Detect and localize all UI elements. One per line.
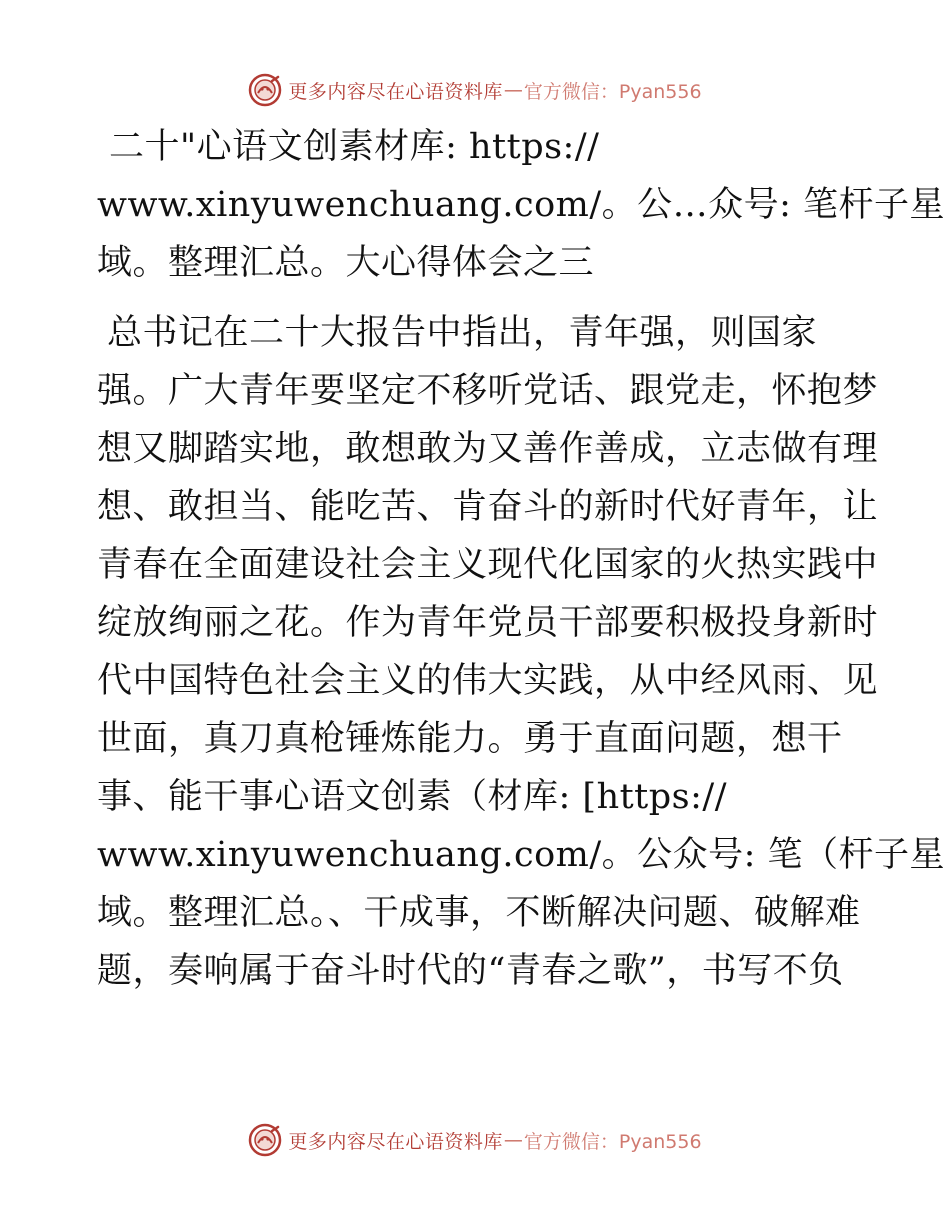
banner-separator: —	[503, 1129, 523, 1151]
mascot-icon	[248, 1123, 282, 1157]
banner-contact: 官方微信：Pyan556	[523, 80, 702, 103]
paragraph-2	[97, 304, 946, 1000]
text-line: 强。广大青年要坚定不移听党话、跟党走，怀抱梦	[97, 371, 879, 411]
text-line: 事、能干事心语文创素（材库: [https://	[97, 777, 727, 817]
text-line: 总书记在二十大报告中指出，青年强，则国家	[107, 313, 818, 353]
banner-separator: —	[503, 79, 523, 101]
text-line: 想又脚踏实地，敢想敢为又善作善成，立志做有理	[97, 429, 879, 469]
text-line: 二十"心语文创素材库: https://	[109, 127, 600, 167]
text-line: 域。整理汇总。大心得体会之三	[97, 243, 595, 283]
banner-text: 更多内容尽在心语资料库	[288, 1130, 503, 1153]
header-banner	[0, 70, 950, 110]
text-line: 想、敢担当、能吃苦、肯奋斗的新时代好青年，让	[97, 487, 879, 527]
text-line: www.xinyuwenchuang.com/。公…众号: 笔杆子星	[97, 185, 946, 225]
paragraph-1	[97, 118, 946, 292]
text-line: www.xinyuwenchuang.com/。公众号: 笔（杆子星	[97, 835, 946, 875]
text-line: 绽放绚丽之花。作为青年党员干部要积极投身新时	[97, 603, 879, 643]
text-line: 代中国特色社会主义的伟大实践，从中经风雨、见	[97, 661, 879, 701]
banner-text: 更多内容尽在心语资料库	[288, 80, 503, 103]
text-line: 青春在全面建设社会主义现代化国家的火热实践中	[97, 545, 879, 585]
text-line: 世面，真刀真枪锤炼能力。勇于直面问题，想干	[97, 719, 843, 759]
mascot-icon	[248, 73, 282, 107]
banner-contact: 官方微信：Pyan556	[523, 1130, 702, 1153]
footer-banner	[0, 1120, 950, 1160]
text-line: 题，奏响属于奋斗时代的“青春之歌”，书写不负	[97, 951, 844, 991]
document-body	[97, 118, 946, 1000]
text-line: 域。整理汇总。、干成事，不断解决问题、破解难	[97, 893, 861, 933]
